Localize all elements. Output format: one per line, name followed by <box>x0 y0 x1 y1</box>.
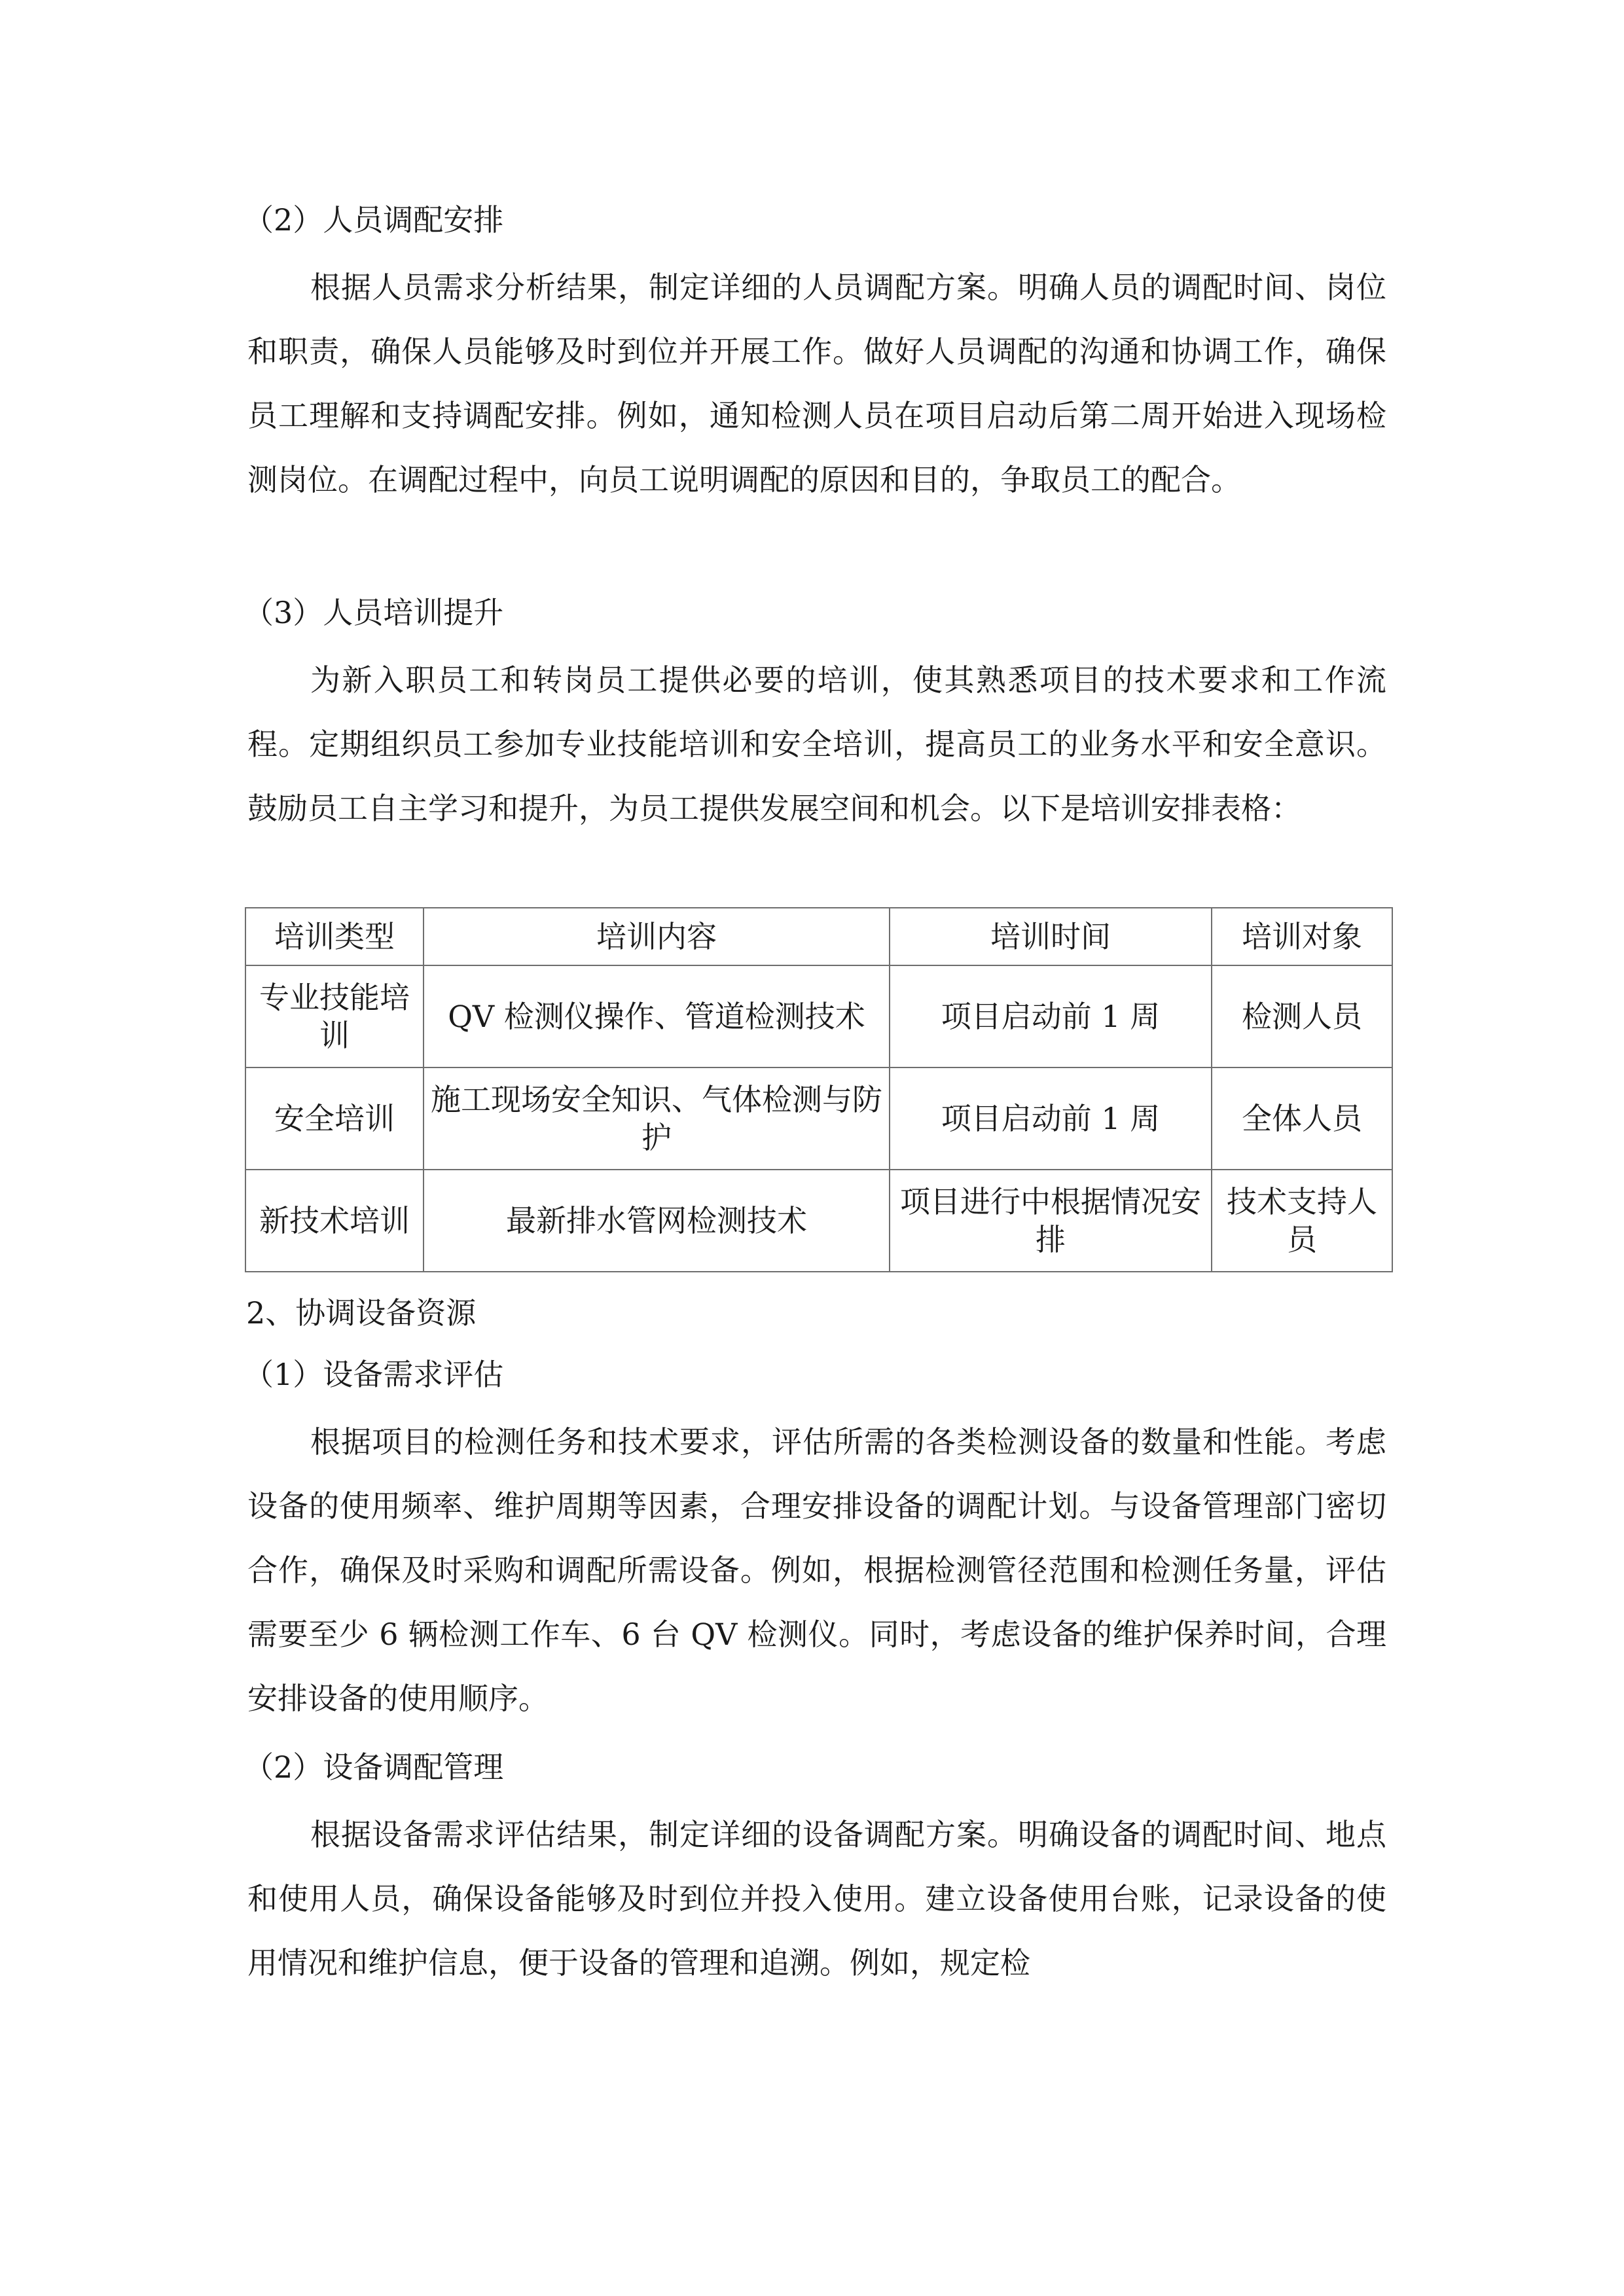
paragraph-personnel-allocation: 根据人员需求分析结果，制定详细的人员调配方案。明确人员的调配时间、岗位和职责，确保人员能够及时到位并开展工作。做好人员调配的沟通和协调工作，确保员工理解和支持调配安排。例如，通知检测人员在项目启动后第二周开始进入现场检测岗位。在调配过程中，向员工说明调配的原因和目的，争取员工的配合。 <box>247 270 1386 497</box>
table-cell: 项目启动前 1 周 <box>890 1067 1212 1170</box>
section-heading-personnel-allocation: （2）人员调配安排 <box>244 202 504 238</box>
table-cell: 技术支持人员 <box>1212 1170 1392 1272</box>
table-row <box>245 1067 1392 1170</box>
table-row <box>245 965 1392 1067</box>
table-cell: 项目启动前 1 周 <box>890 965 1212 1067</box>
table-cell: 检测人员 <box>1212 965 1392 1067</box>
table-header-cell: 培训内容 <box>424 908 890 965</box>
paragraph-equipment-assessment: 根据项目的检测任务和技术要求，评估所需的各类检测设备的数量和性能。考虑设备的使用频率、维护周期等因素，合理安排设备的调配计划。与设备管理部门密切合作，确保及时采购和调配所需设备。例如，根据检测管径范围和检测任务量，评估需要至少 6 辆检测工作车、6 台 QV 检测仪。同时，考虑设备的维护保养时间，合理安排设备的使用顺序。 <box>247 1424 1386 1716</box>
table-cell: 最新排水管网检测技术 <box>424 1170 890 1272</box>
table-header-cell: 培训时间 <box>890 908 1212 965</box>
table-cell: 项目进行中根据情况安排 <box>890 1170 1212 1272</box>
table-cell: 专业技能培训 <box>245 965 424 1067</box>
section-heading-equipment-assessment: （1）设备需求评估 <box>244 1357 504 1392</box>
table-header-cell: 培训对象 <box>1212 908 1392 965</box>
section-heading-equipment-coordination: 2、协调设备资源 <box>246 1295 477 1331</box>
table-cell: 安全培训 <box>245 1067 424 1170</box>
section-heading-personnel-training: （3）人员培训提升 <box>244 595 504 630</box>
table-cell: QV 检测仪操作、管道检测技术 <box>424 965 890 1067</box>
table-cell: 全体人员 <box>1212 1067 1392 1170</box>
table-header-row <box>245 908 1392 965</box>
paragraph-personnel-training: 为新入职员工和转岗员工提供必要的培训，使其熟悉项目的技术要求和工作流程。定期组织员工参加专业技能培训和安全培训，提高员工的业务水平和安全意识。鼓励员工自主学习和提升，为员工提供发展空间和机会。以下是培训安排表格： <box>247 662 1386 826</box>
table-cell: 施工现场安全知识、气体检测与防护 <box>424 1067 890 1170</box>
table-header-cell: 培训类型 <box>245 908 424 965</box>
table-cell: 新技术培训 <box>245 1170 424 1272</box>
table-row <box>245 1170 1392 1272</box>
training-schedule-table <box>245 907 1393 1272</box>
section-heading-equipment-allocation: （2）设备调配管理 <box>244 1749 504 1785</box>
paragraph-equipment-allocation: 根据设备需求评估结果，制定详细的设备调配方案。明确设备的调配时间、地点和使用人员，确保设备能够及时到位并投入使用。建立设备使用台账，记录设备的使用情况和维护信息，便于设备的管理和追溯。例如，规定检 <box>247 1817 1386 1981</box>
